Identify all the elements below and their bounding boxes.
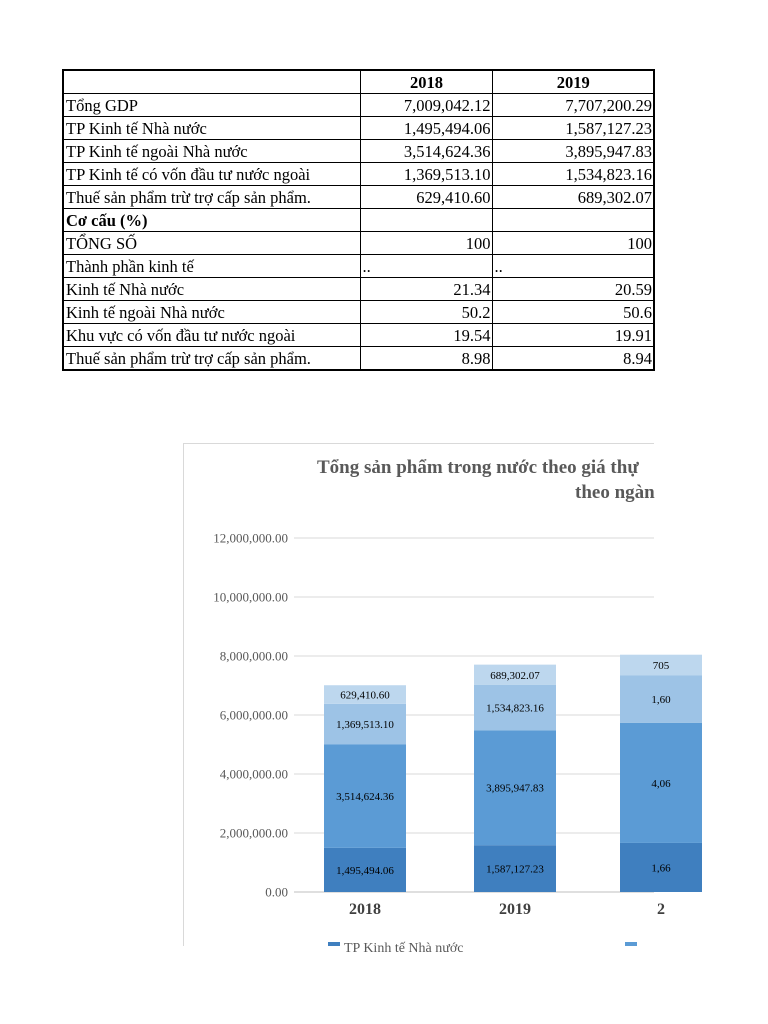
data-label: 705 [652,660,670,673]
table-row [63,347,654,371]
data-label: 1,534,823.16 [486,702,544,715]
value-2019: 1,587,127.23 [492,117,654,140]
row-label: TP Kinh tế ngoài Nhà nước [63,140,360,163]
value-2018 [360,209,492,232]
table-row [63,232,654,255]
y-tick-label: 0.00 [265,884,288,900]
value-2018: 8.98 [360,347,492,371]
y-tick-label: 4,000,000.00 [219,766,288,782]
row-label: Thuế sản phẩm trừ trợ cấp sản phẩm. [63,347,360,371]
x-category-label: 2019 [499,901,531,918]
value-2019: 100 [492,232,654,255]
x-category-label: 2 [657,901,665,918]
table-header-row [63,70,654,94]
value-2019: 3,895,947.83 [492,140,654,163]
value-2019: 8.94 [492,347,654,371]
table-row [63,209,654,232]
value-2018: 1,495,494.06 [360,117,492,140]
table-row [63,140,654,163]
legend-entry: TP Kinh tế Nhà nước [344,941,464,956]
value-2019: 1,534,823.16 [492,163,654,186]
data-label: 1,66 [651,862,671,875]
data-label: 689,302.07 [490,669,540,682]
header-2019: 2019 [492,70,654,94]
value-2018: .. [360,255,492,278]
row-label: Thành phần kinh tế [63,255,360,278]
value-2019 [492,209,654,232]
table-row [63,117,654,140]
value-2019: 50.6 [492,301,654,324]
legend-swatch [625,942,637,946]
gdp-table [62,69,655,371]
y-tick-label: 6,000,000.00 [219,707,288,723]
header-label [63,70,360,94]
value-2018: 7,009,042.12 [360,94,492,117]
value-2019: .. [492,255,654,278]
row-label: Tổng GDP [63,94,360,117]
legend-swatch [328,942,340,946]
table-row [63,301,654,324]
row-label: TP Kinh tế Nhà nước [63,117,360,140]
header-2018: 2018 [360,70,492,94]
row-label: Khu vực có vốn đầu tư nước ngoài [63,324,360,347]
value-2018: 3,514,624.36 [360,140,492,163]
value-2018: 50.2 [360,301,492,324]
table-row [63,186,654,209]
value-2018: 629,410.60 [360,186,492,209]
chart-container [183,443,671,956]
y-tick-label: 10,000,000.00 [213,589,288,605]
table-row [63,94,654,117]
table-row [63,163,654,186]
data-label: 629,410.60 [340,689,390,702]
table-row [63,324,654,347]
table-row [63,255,654,278]
row-label: Kinh tế ngoài Nhà nước [63,301,360,324]
data-label: 1,495,494.06 [336,864,394,877]
chart-title-line-2: theo ngàn [575,482,655,503]
data-label: 3,895,947.83 [486,782,544,795]
chart-title-line-1: Tổng sản phẩm trong nước theo giá thự [317,457,639,478]
value-2018: 19.54 [360,324,492,347]
y-tick-label: 12,000,000.00 [213,530,288,546]
data-label: 1,369,513.10 [336,719,394,732]
stacked-bar-chart [184,444,671,956]
y-tick-label: 8,000,000.00 [219,648,288,664]
table-row [63,278,654,301]
row-label: TỔNG SỐ [63,232,360,255]
row-label: Thuế sản phẩm trừ trợ cấp sản phẩm. [63,186,360,209]
value-2019: 689,302.07 [492,186,654,209]
y-tick-label: 2,000,000.00 [219,825,288,841]
row-label: Cơ cấu (%) [63,209,360,232]
value-2018: 1,369,513.10 [360,163,492,186]
data-label: 4,06 [651,777,671,790]
value-2019: 19.91 [492,324,654,347]
value-2018: 100 [360,232,492,255]
value-2019: 7,707,200.29 [492,94,654,117]
value-2019: 20.59 [492,278,654,301]
value-2018: 21.34 [360,278,492,301]
data-label: 1,60 [651,694,671,707]
row-label: Kinh tế Nhà nước [63,278,360,301]
data-label: 3,514,624.36 [336,791,394,804]
data-label: 1,587,127.23 [486,863,544,876]
x-category-label: 2018 [349,901,381,918]
row-label: TP Kinh tế có vốn đầu tư nước ngoài [63,163,360,186]
